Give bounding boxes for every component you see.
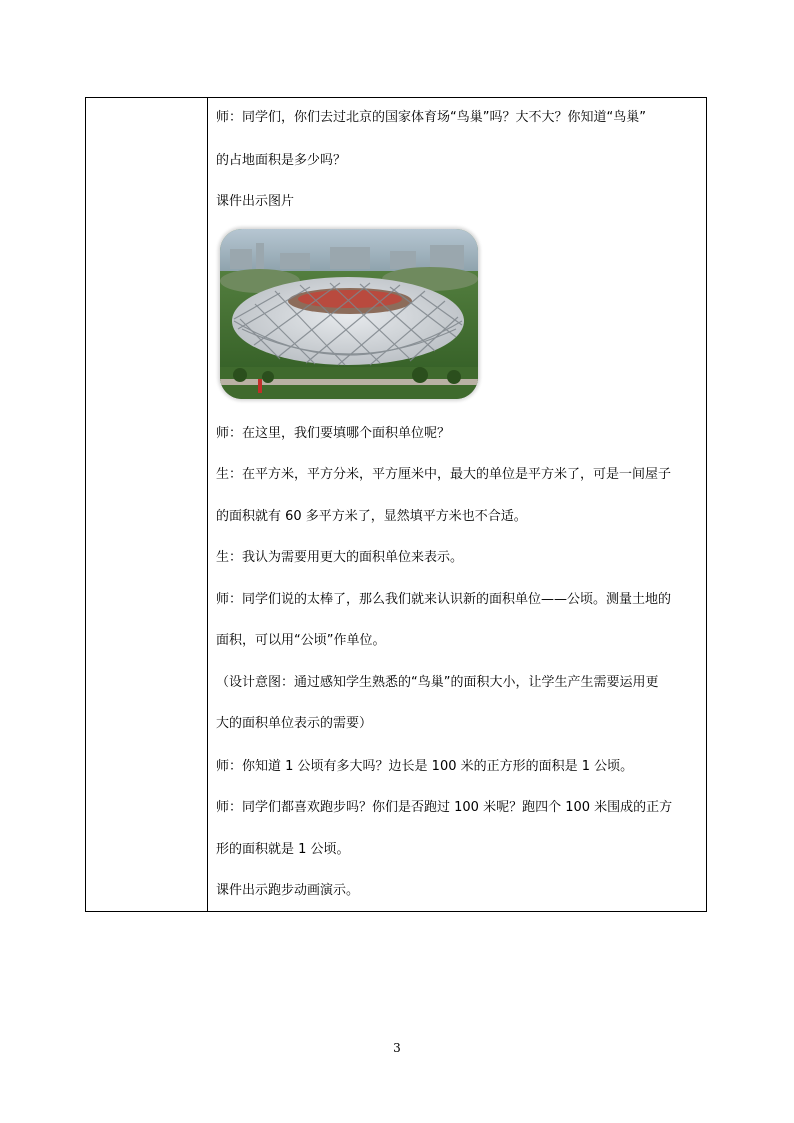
stadium-illustration <box>220 229 478 399</box>
text-line-9: 面积，可以用“公顷”作单位。 <box>216 633 386 648</box>
lesson-table <box>85 97 707 912</box>
text-line-3: 课件出示图片 <box>216 194 295 209</box>
text-line-15: 课件出示跑步动画演示。 <box>216 883 360 898</box>
column-divider <box>207 98 208 911</box>
text-line-8: 师：同学们说的太棒了，那么我们就来认识新的面积单位——公顷。测量土地的 <box>216 592 672 607</box>
text-line-7: 生：我认为需要用更大的面积单位来表示。 <box>216 550 464 565</box>
text-line-2: 的占地面积是多少吗？ <box>216 153 347 168</box>
text-line-11: 大的面积单位表示的需要） <box>216 716 373 731</box>
page-number: 3 <box>393 1041 401 1055</box>
table-left-cell <box>86 98 207 911</box>
text-line-1: 师：同学们，你们去过北京的国家体育场“鸟巢”吗？大不大？你知道“鸟巢” <box>216 110 646 125</box>
text-line-6: 的面积就有 60 多平方米了，显然填平方米也不合适。 <box>216 509 527 524</box>
bird-nest-stadium-photo <box>220 229 478 399</box>
text-line-12: 师：你知道 1 公顷有多大吗？边长是 100 米的正方形的面积是 1 公顷。 <box>216 759 634 774</box>
text-line-14: 形的面积就是 1 公顷。 <box>216 842 350 857</box>
text-line-4: 师：在这里，我们要填哪个面积单位呢？ <box>216 426 451 441</box>
text-line-10: （设计意图：通过感知学生熟悉的“鸟巢”的面积大小，让学生产生需要运用更 <box>216 675 659 690</box>
text-line-5: 生：在平方米，平方分米，平方厘米中，最大的单位是平方米了，可是一间屋子 <box>216 467 672 482</box>
text-line-13: 师：同学们都喜欢跑步吗？你们是否跑过 100 米呢？跑四个 100 米围成的正方 <box>216 800 673 815</box>
